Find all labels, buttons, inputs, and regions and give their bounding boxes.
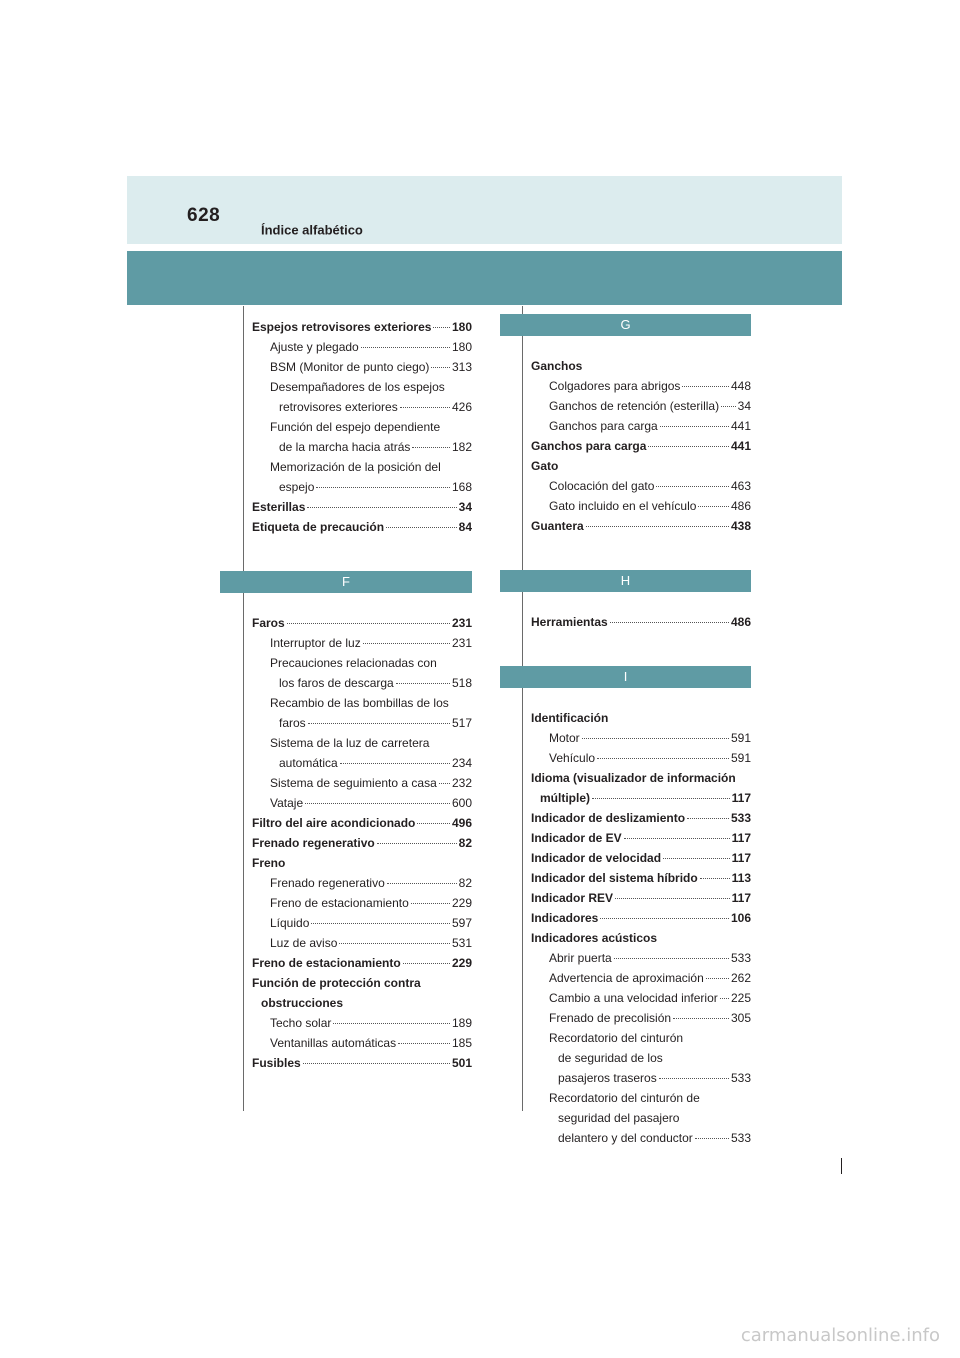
dot-leader — [660, 426, 729, 427]
section-spacer — [531, 688, 751, 708]
index-page-number: 533 — [730, 951, 751, 965]
index-entry-text: Desempañadores de los espejos — [270, 380, 445, 394]
section-spacer — [531, 536, 751, 570]
column-divider — [243, 306, 244, 1111]
index-entry — [270, 913, 472, 933]
dot-leader — [398, 1043, 450, 1044]
section-spacer — [531, 336, 751, 356]
dot-leader — [706, 978, 729, 979]
index-page-number: 441 — [730, 439, 751, 453]
index-page-number: 231 — [451, 616, 472, 630]
dot-leader — [412, 447, 450, 448]
index-entry — [270, 693, 472, 713]
index-entry — [270, 633, 472, 653]
index-entry — [531, 708, 751, 728]
dot-leader — [600, 918, 729, 919]
index-entry — [531, 928, 751, 948]
index-entry — [549, 376, 751, 396]
index-entry-text: Memorización de la posición del — [270, 460, 441, 474]
index-entry — [252, 813, 472, 833]
index-entry — [270, 337, 472, 357]
page-title: Índice alfabético — [261, 222, 363, 238]
index-entry-text: espejo — [279, 480, 315, 494]
dot-leader — [417, 823, 450, 824]
index-entry — [279, 753, 472, 773]
index-page-number: 232 — [451, 776, 472, 790]
index-page-number: 448 — [730, 379, 751, 393]
dot-leader — [361, 347, 450, 348]
index-entry-text: Recordatorio del cinturón — [549, 1031, 684, 1045]
index-entry — [270, 1033, 472, 1053]
index-entry-text: Vehículo — [549, 751, 596, 765]
index-entry — [558, 1108, 751, 1128]
index-entry — [270, 1013, 472, 1033]
index-entry-text: Indicador de EV — [531, 831, 622, 845]
section-spacer — [531, 592, 751, 612]
index-entry-text: Filtro del aire acondicionado — [252, 816, 416, 830]
dot-leader — [721, 406, 736, 407]
index-entry-text: Techo solar — [270, 1016, 332, 1030]
index-page-number: 486 — [730, 615, 751, 629]
index-entry — [549, 416, 751, 436]
index-entry — [252, 853, 472, 873]
index-entry — [531, 768, 751, 788]
index-page-number: 305 — [730, 1011, 751, 1025]
column-divider — [522, 306, 523, 1111]
index-entry — [531, 456, 751, 476]
index-entry — [531, 828, 751, 848]
index-page-number: 234 — [451, 756, 472, 770]
index-entry-text: Ajuste y plegado — [270, 340, 359, 354]
index-entry — [270, 457, 472, 477]
index-page-number: 533 — [730, 811, 751, 825]
dot-leader — [396, 683, 450, 684]
dot-leader — [403, 963, 450, 964]
dot-leader — [308, 723, 450, 724]
index-entry-text: Interruptor de luz — [270, 636, 361, 650]
index-entry — [252, 833, 472, 853]
index-page-number: 82 — [458, 836, 472, 850]
index-page-number: 34 — [458, 500, 472, 514]
dot-leader — [400, 407, 450, 408]
index-column-left — [252, 317, 472, 1073]
index-entry-text: Gato — [531, 459, 559, 473]
dot-leader — [586, 526, 729, 527]
index-entry — [270, 653, 472, 673]
index-entry — [252, 517, 472, 537]
index-entry — [531, 888, 751, 908]
index-page-number: 82 — [458, 876, 472, 890]
index-entry — [549, 748, 751, 768]
index-entry — [279, 437, 472, 457]
index-entry-text: Ventanillas automáticas — [270, 1036, 397, 1050]
dot-leader — [433, 327, 450, 328]
dot-leader — [377, 843, 457, 844]
dot-leader — [687, 818, 729, 819]
index-entry-text: BSM (Monitor de punto ciego) — [270, 360, 430, 374]
index-entry-text: Recambio de las bombillas de los — [270, 696, 449, 710]
dot-leader — [673, 1018, 729, 1019]
index-entry-text: Herramientas — [531, 615, 608, 629]
index-entry — [549, 988, 751, 1008]
index-page-number: 117 — [731, 891, 751, 905]
index-entry — [549, 1088, 751, 1108]
dot-leader — [700, 878, 730, 879]
index-entry-text: Advertencia de aproximación — [549, 971, 704, 985]
dot-leader — [624, 838, 730, 839]
index-page-number: 463 — [730, 479, 751, 493]
index-entry-text: Frenado regenerativo — [252, 836, 375, 850]
index-entry-text: pasajeros traseros — [558, 1071, 657, 1085]
dot-leader — [663, 858, 730, 859]
section-letter-header: F — [220, 571, 472, 593]
index-page-number: 117 — [731, 791, 751, 805]
index-entry-text: Función del espejo dependiente — [270, 420, 441, 434]
dot-leader — [659, 1078, 729, 1079]
index-entry-text: Recordatorio del cinturón de — [549, 1091, 700, 1105]
index-entry-text: Ganchos para carga — [531, 439, 647, 453]
index-page-number: 441 — [730, 419, 751, 433]
index-entry-text: Precauciones relacionadas con — [270, 656, 437, 670]
index-entry — [270, 733, 472, 753]
index-entry-text: Indicador de velocidad — [531, 851, 662, 865]
index-entry — [531, 612, 751, 632]
dot-leader — [648, 446, 729, 447]
index-page-number: 182 — [451, 440, 472, 454]
index-entry-text: Etiqueta de precaución — [252, 520, 385, 534]
index-entry-text: múltiple) — [540, 791, 590, 805]
index-entry — [558, 1128, 751, 1148]
index-entry-text: Función de protección contra — [252, 976, 421, 990]
index-entry-text: Espejos retrovisores exteriores — [252, 320, 432, 334]
dot-leader — [610, 622, 729, 623]
dot-leader — [411, 903, 450, 904]
index-entry-text: seguridad del pasajero — [558, 1111, 680, 1125]
dot-leader — [614, 958, 729, 959]
index-entry — [252, 973, 472, 993]
index-page-number: 189 — [451, 1016, 472, 1030]
index-page-number: 518 — [451, 676, 472, 690]
index-entry — [549, 396, 751, 416]
index-entry-text: Ganchos para carga — [549, 419, 658, 433]
index-entry — [558, 1048, 751, 1068]
section-letter-header: H — [500, 570, 751, 592]
index-entry-text: Fusibles — [252, 1056, 301, 1070]
dot-leader — [307, 507, 456, 508]
index-entry-text: Sistema de la luz de carretera — [270, 736, 430, 750]
index-entry — [531, 356, 751, 376]
crop-mark — [841, 1158, 842, 1174]
dot-leader — [363, 643, 450, 644]
index-entry-text: los faros de descarga — [279, 676, 394, 690]
index-page-number: 106 — [730, 911, 751, 925]
index-page-number: 600 — [451, 796, 472, 810]
index-entry — [540, 788, 751, 808]
index-entry-text: Indicador REV — [531, 891, 614, 905]
index-entry-text: Líquido — [270, 916, 310, 930]
index-page-number: 501 — [451, 1056, 472, 1070]
index-page-number: 231 — [451, 636, 472, 650]
index-entry-text: Indicadores acústicos — [531, 931, 658, 945]
index-entry — [270, 417, 472, 437]
index-entry-text: Guantera — [531, 519, 584, 533]
index-page-number: 185 — [451, 1036, 472, 1050]
dot-leader — [316, 487, 450, 488]
index-entry-text: delantero y del conductor — [558, 1131, 693, 1145]
index-entry-text: Cambio a una velocidad inferior — [549, 991, 718, 1005]
index-page-number: 225 — [730, 991, 751, 1005]
index-page-number: 229 — [451, 956, 472, 970]
index-entry-text: Identificación — [531, 711, 609, 725]
dot-leader — [695, 1138, 729, 1139]
index-entry — [549, 948, 751, 968]
index-entry — [531, 436, 751, 456]
dot-leader — [682, 386, 729, 387]
index-page-number: 591 — [730, 751, 751, 765]
dot-leader — [720, 998, 729, 999]
dot-leader — [582, 738, 729, 739]
index-entry-text: retrovisores exteriores — [279, 400, 398, 414]
index-page-number: 180 — [451, 340, 472, 354]
index-entry-text: Idioma (visualizador de información — [531, 771, 736, 785]
section-spacer — [252, 593, 472, 613]
index-page-number: 486 — [730, 499, 751, 513]
index-page-number: 34 — [737, 399, 751, 413]
index-entry-text: Esterillas — [252, 500, 306, 514]
index-entry-text: Ganchos — [531, 359, 583, 373]
index-entry-text: automática — [279, 756, 338, 770]
index-entry — [270, 377, 472, 397]
header-band — [127, 251, 842, 305]
index-entry-text: Vataje — [270, 796, 304, 810]
dot-leader — [431, 367, 450, 368]
index-entry-text: de seguridad de los — [558, 1051, 663, 1065]
index-entry-text: Gato incluido en el vehículo — [549, 499, 697, 513]
index-entry-text: faros — [279, 716, 306, 730]
index-page-number: 84 — [458, 520, 472, 534]
index-entry — [549, 496, 751, 516]
section-letter-header: G — [500, 314, 751, 336]
index-page-number: 533 — [730, 1071, 751, 1085]
index-entry-text: Abrir puerta — [549, 951, 612, 965]
index-entry — [549, 1008, 751, 1028]
dot-leader — [305, 803, 450, 804]
watermark: carmanualsonline.info — [740, 1325, 940, 1346]
index-entry — [549, 476, 751, 496]
index-page-number: 426 — [451, 400, 472, 414]
index-page-number: 168 — [451, 480, 472, 494]
index-page-number: 597 — [451, 916, 472, 930]
index-page-number: 496 — [451, 816, 472, 830]
section-spacer — [252, 537, 472, 571]
index-entry-text: Freno de estacionamiento — [270, 896, 409, 910]
dot-leader — [340, 763, 450, 764]
index-entry-text: Frenado regenerativo — [270, 876, 385, 890]
dot-leader — [615, 898, 730, 899]
index-page-number: 313 — [451, 360, 472, 374]
index-entry — [252, 1053, 472, 1073]
index-page-number: 113 — [731, 871, 751, 885]
index-entry — [279, 397, 472, 417]
page-number: 628 — [187, 205, 221, 226]
index-entry-text: obstrucciones — [261, 996, 344, 1010]
index-entry — [270, 893, 472, 913]
dot-leader — [698, 506, 729, 507]
index-page-number: 117 — [731, 831, 751, 845]
index-entry — [279, 713, 472, 733]
index-entry — [549, 968, 751, 988]
index-entry-text: Sistema de seguimiento a casa — [270, 776, 437, 790]
index-entry — [270, 773, 472, 793]
index-entry-text: Indicadores — [531, 911, 599, 925]
index-entry-text: Ganchos de retención (esterilla) — [549, 399, 720, 413]
index-column-right — [531, 314, 751, 1148]
index-page-number: 438 — [730, 519, 751, 533]
index-entry — [531, 516, 751, 536]
dot-leader — [333, 1023, 450, 1024]
index-entry-text: de la marcha hacia atrás — [279, 440, 411, 454]
index-entry — [558, 1068, 751, 1088]
index-page-number: 117 — [731, 851, 751, 865]
index-entry — [270, 793, 472, 813]
index-entry-text: Indicador de deslizamiento — [531, 811, 686, 825]
index-entry — [279, 477, 472, 497]
dot-leader — [656, 486, 729, 487]
dot-leader — [311, 923, 450, 924]
index-entry — [531, 868, 751, 888]
index-entry-text: Luz de aviso — [270, 936, 338, 950]
dot-leader — [339, 943, 450, 944]
index-page-number: 531 — [451, 936, 472, 950]
index-entry — [252, 953, 472, 973]
index-entry — [252, 317, 472, 337]
dot-leader — [597, 758, 729, 759]
index-entry — [252, 613, 472, 633]
index-entry — [531, 808, 751, 828]
index-entry — [270, 357, 472, 377]
index-page-number: 533 — [730, 1131, 751, 1145]
index-entry-text: Indicador del sistema híbrido — [531, 871, 698, 885]
index-entry-text: Freno de estacionamiento — [252, 956, 401, 970]
section-spacer — [531, 632, 751, 666]
index-entry — [531, 908, 751, 928]
dot-leader — [592, 798, 730, 799]
index-entry-text: Freno — [252, 856, 286, 870]
index-page-number: 591 — [730, 731, 751, 745]
index-page-number: 262 — [730, 971, 751, 985]
index-entry — [252, 497, 472, 517]
index-entry — [549, 1028, 751, 1048]
index-entry-text: Colocación del gato — [549, 479, 655, 493]
index-entry-text: Colgadores para abrigos — [549, 379, 681, 393]
index-entry — [531, 848, 751, 868]
page-header — [127, 176, 842, 244]
dot-leader — [439, 783, 450, 784]
index-entry-text: Frenado de precolisión — [549, 1011, 672, 1025]
index-entry — [270, 933, 472, 953]
dot-leader — [387, 883, 457, 884]
index-entry-text: Faros — [252, 616, 285, 630]
index-page-number: 180 — [451, 320, 472, 334]
index-entry — [549, 728, 751, 748]
index-entry-text: Motor — [549, 731, 580, 745]
dot-leader — [303, 1063, 450, 1064]
dot-leader — [386, 527, 457, 528]
section-letter-header: I — [500, 666, 751, 688]
dot-leader — [287, 623, 450, 624]
index-entry — [261, 993, 472, 1013]
index-page-number: 517 — [451, 716, 472, 730]
index-entry — [279, 673, 472, 693]
index-entry — [270, 873, 472, 893]
index-page-number: 229 — [451, 896, 472, 910]
